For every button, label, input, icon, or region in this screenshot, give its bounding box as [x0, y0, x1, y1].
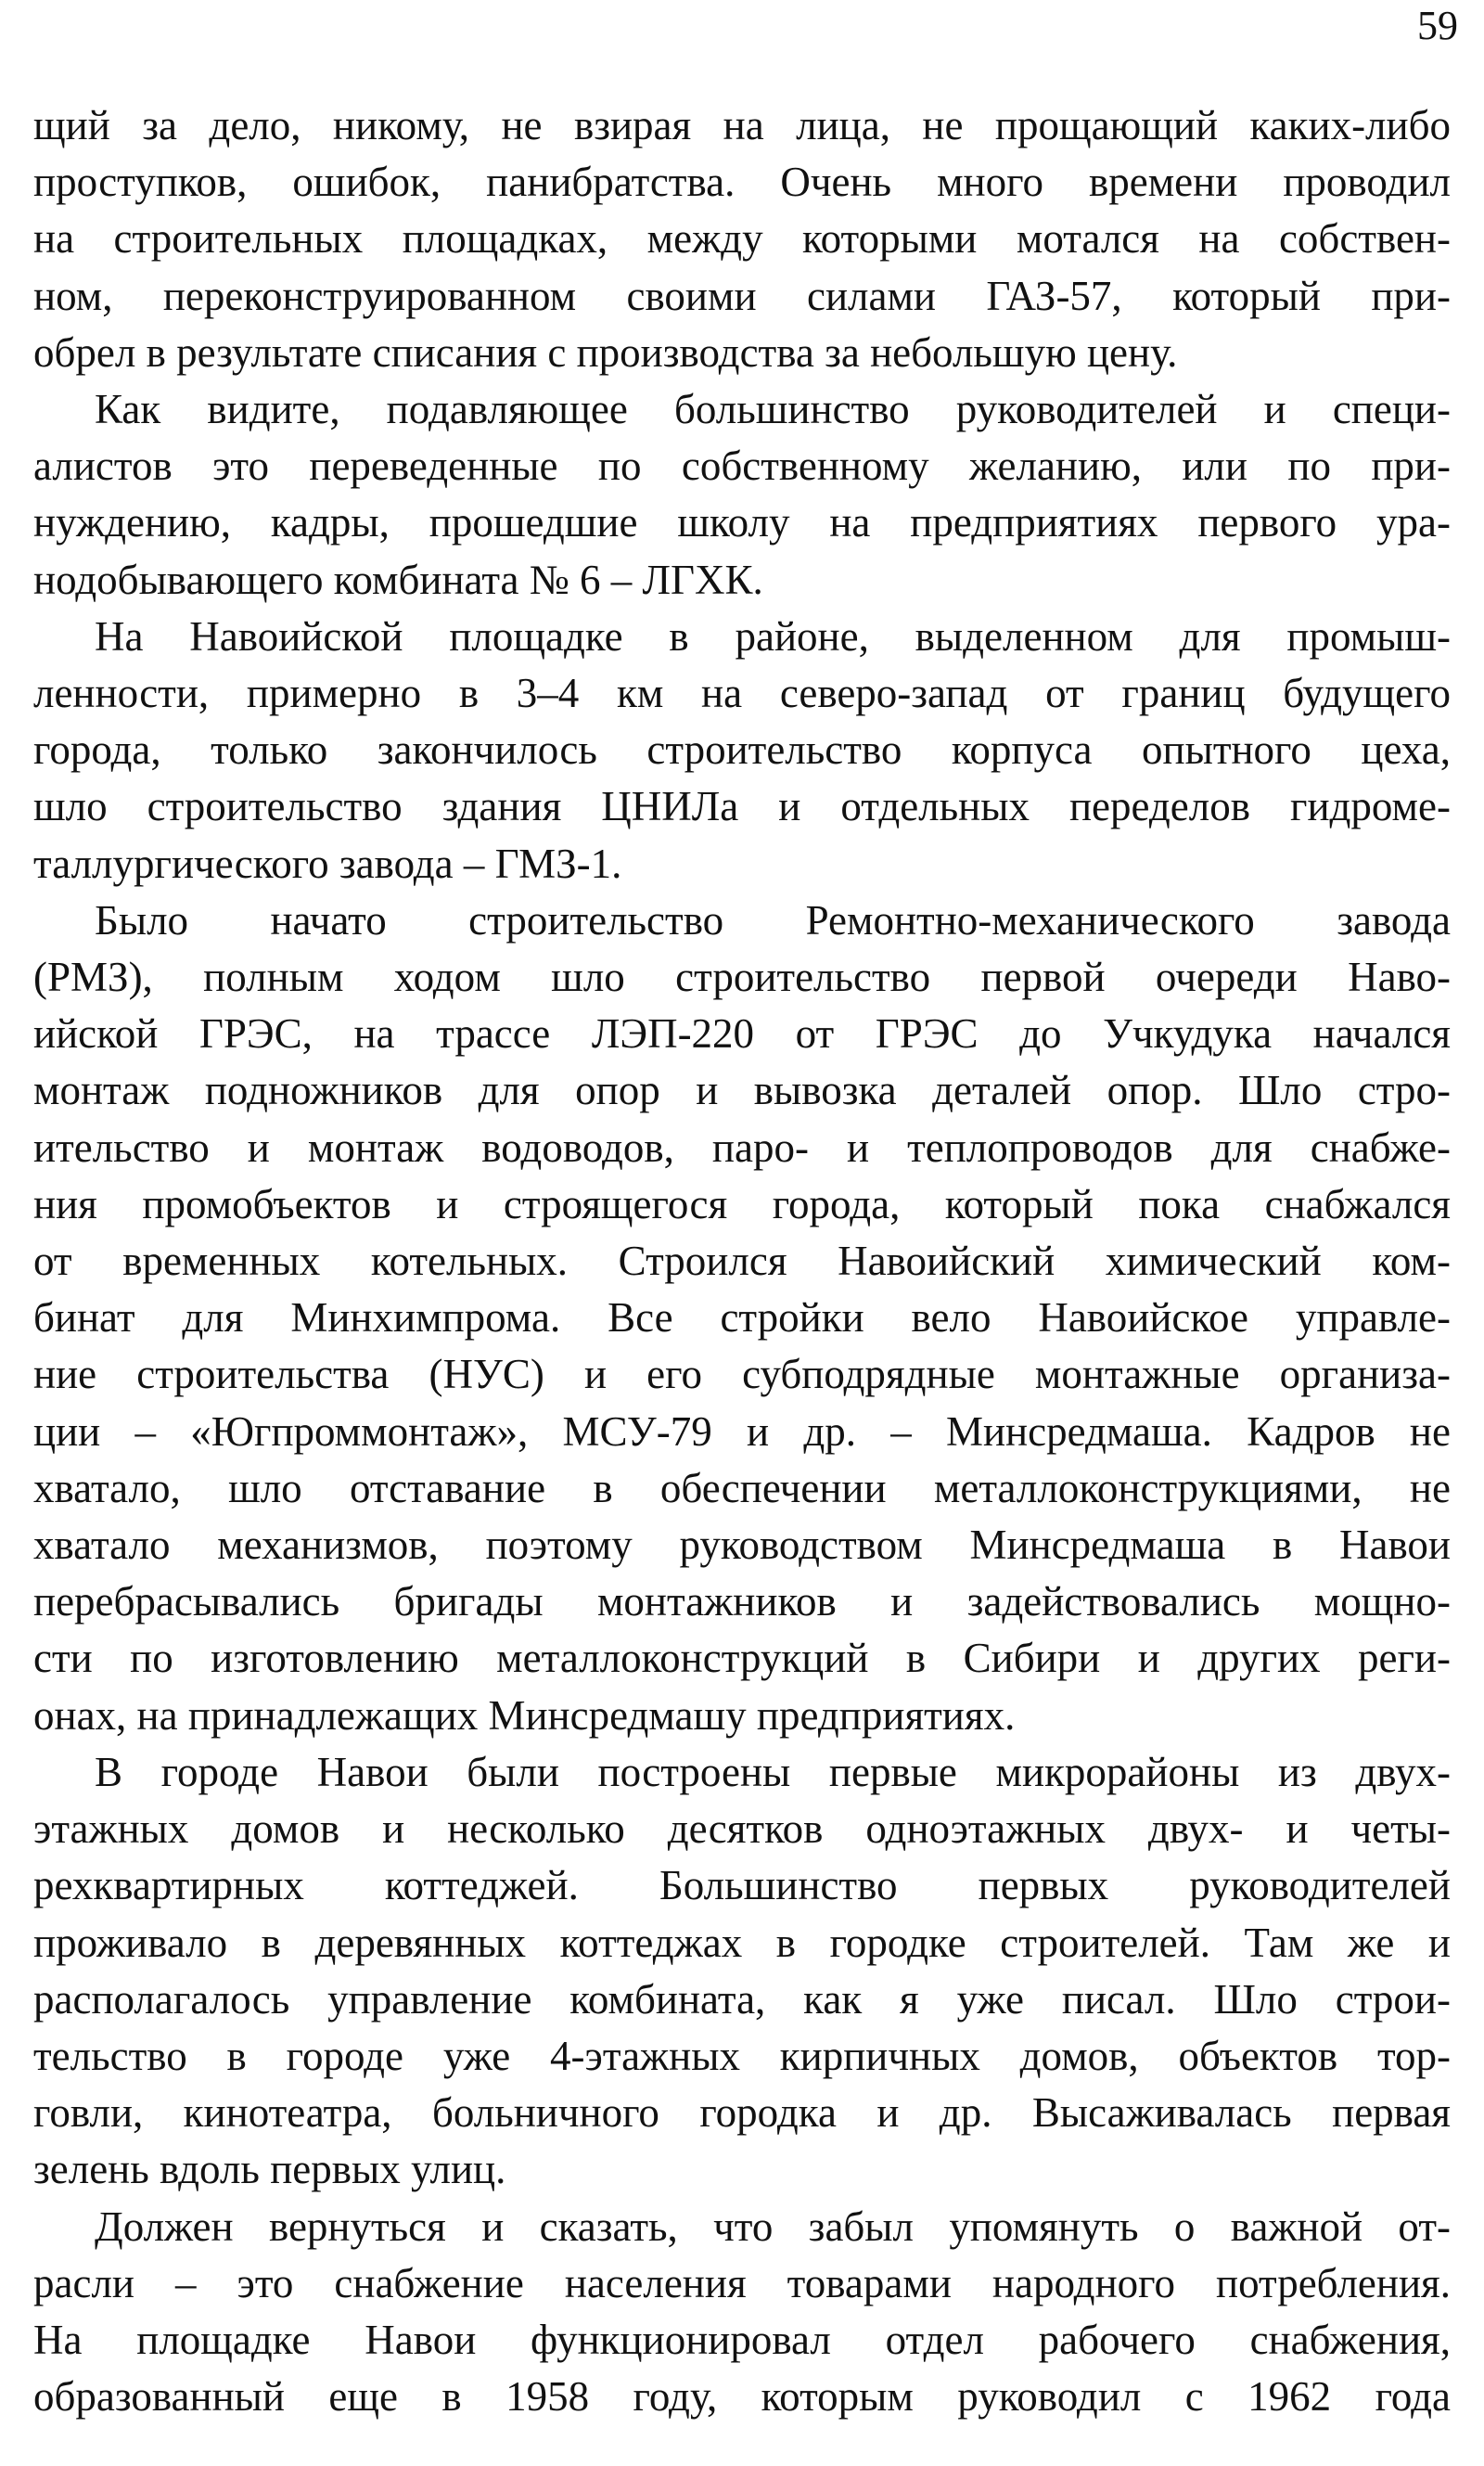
paragraph — [33, 381, 1451, 609]
body-text — [33, 97, 1451, 2425]
text-line: от временных котельных. Строился Навоийский химический ком- — [33, 1238, 1451, 1285]
text-line: таллургического завода – ГМЗ-1. — [33, 840, 622, 887]
text-line: рехквартирных коттеджей. Большинство первых руководителей — [33, 1862, 1451, 1909]
text-line: обрел в результате списания с производства за небольшую цену. — [33, 328, 1178, 376]
text-line: ном, переконструированном своими силами ГАЗ-57, который при- — [33, 272, 1451, 319]
text-line: онах, на принадлежащих Минсредмашу предприятиях. — [33, 1691, 1016, 1739]
text-line: ния промобъектов и строящегося города, который пока снабжался — [33, 1180, 1451, 1227]
text-line: ленности, примерно в 3–4 км на северо-запад от границ будущего — [33, 670, 1451, 717]
paragraph — [33, 1744, 1451, 2199]
text-line: алистов это переведенные по собственному желанию, или по при- — [33, 443, 1451, 490]
text-line: монтаж подножников для опор и вывозка деталей опор. Шло стро- — [33, 1067, 1451, 1114]
page-number: 59 — [1417, 3, 1458, 48]
text-line: на строительных площадках, между которыми мотался на собствен- — [33, 215, 1451, 263]
text-line: города, только закончилось строительство корпуса опытного цеха, — [33, 726, 1451, 774]
paragraph — [33, 609, 1451, 893]
text-line: ительство и монтаж водоводов, паро- и теплопроводов для снабже- — [33, 1124, 1451, 1171]
text-line: нуждению, кадры, прошедшие школу на предприятиях первого ура- — [33, 499, 1451, 546]
text-line: образованный еще в 1958 году, которым руководил с 1962 года — [33, 2373, 1451, 2421]
text-line: В городе Навои были построены первые микрорайоны из двух- — [95, 1748, 1451, 1795]
text-line: этажных домов и несколько десятков одноэтажных двух- и четы- — [33, 1805, 1451, 1853]
text-line: ийской ГРЭС, на трассе ЛЭП-220 от ГРЭС до Учкудука начался — [33, 1010, 1451, 1058]
text-line: На Навоийской площадке в районе, выделенном для промыш- — [95, 612, 1451, 660]
text-line: хватало, шло отставание в обеспечении металлоконструкциями, не — [33, 1464, 1451, 1511]
text-line: ции – «Югпроммонтаж», МСУ-79 и др. – Минсредмаша. Кадров не — [33, 1407, 1451, 1455]
text-line: зелень вдоль первых улиц. — [33, 2146, 506, 2193]
text-line: бинат для Минхимпрома. Все стройки вело Навоийское управле- — [33, 1294, 1451, 1342]
text-line: сти по изготовлению металлоконструкций в Сибири и других реги- — [33, 1635, 1451, 1682]
paragraph — [33, 893, 1451, 1744]
paragraph — [33, 2199, 1451, 2426]
text-line: ние строительства (НУС) и его субподрядные монтажные организа- — [33, 1351, 1451, 1398]
text-line: проступков, ошибок, панибратства. Очень много времени проводил — [33, 159, 1451, 206]
text-line: расли – это снабжение населения товарами народного потребления. — [33, 2259, 1451, 2306]
text-line: тельство в городе уже 4-этажных кирпичных домов, объектов тор- — [33, 2032, 1451, 2079]
text-line: щий за дело, никому, не взирая на лица, не прощающий каких-либо — [33, 102, 1451, 148]
paragraph — [33, 97, 1451, 381]
text-line: На площадке Навои функционировал отдел рабочего снабжения, — [33, 2316, 1451, 2363]
text-line: проживало в деревянных коттеджах в городке строителей. Там же и — [33, 1919, 1451, 1966]
text-line: (РМЗ), полным ходом шло строительство первой очереди Нaво- — [33, 954, 1451, 1001]
text-line: говли, кинотеатра, больничного городка и др. Высаживалась первая — [33, 2089, 1451, 2137]
text-line: хватало механизмов, поэтому руководством Минсредмаша в Навои — [33, 1522, 1451, 1569]
text-line: шло строительство здания ЦНИЛа и отдельных переделов гидроме- — [33, 783, 1451, 830]
text-line: Должен вернуться и сказать, что забыл упомянуть о важной от- — [95, 2203, 1451, 2250]
text-line: Было начато строительство Ремонтно-механического завода — [95, 896, 1451, 944]
text-line: Как видите, подавляющее большинство руководителей и специ- — [95, 386, 1451, 433]
text-line: располагалось управление комбината, как я уже писал. Шло строи- — [33, 1975, 1451, 2023]
text-line: перебрасывались бригады монтажников и задействовались мощно- — [33, 1578, 1451, 1625]
text-line: нодобывающего комбината № 6 – ЛГХК. — [33, 556, 763, 603]
